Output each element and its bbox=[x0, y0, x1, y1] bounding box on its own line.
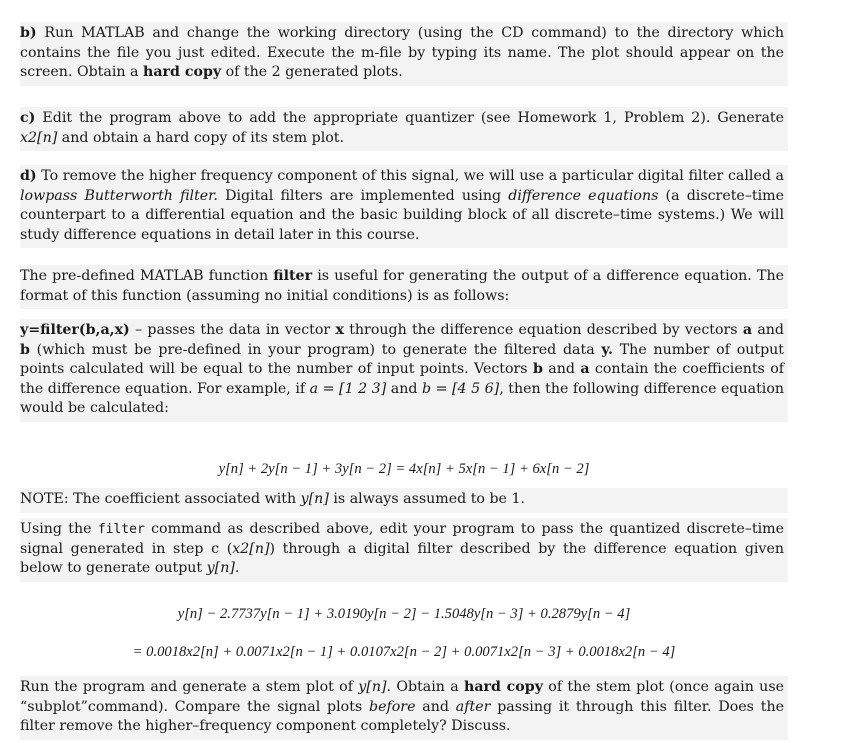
example-equation bbox=[20, 460, 788, 480]
part-b-label: b) bbox=[20, 25, 37, 41]
filter-equation-rhs bbox=[20, 643, 788, 663]
part-b-text-1: Run MATLAB and change the working directory (using the CD command) to the directory which contains the file you just edited. Execute the m-file by typing its name. The plot should appear on the screen. Obtain a bbox=[20, 25, 784, 81]
filter-text-2: is useful for generating the output of a difference equation. The format of this function (assuming no initial conditions) is as follows: bbox=[20, 268, 784, 304]
run-after: after bbox=[455, 698, 491, 715]
part-d-diff-eq: difference equations bbox=[508, 187, 659, 204]
filter-text-1: The pre-defined MATLAB function bbox=[20, 268, 269, 284]
syntax-a-assign: a = [1 2 3] bbox=[309, 380, 387, 397]
filter-equation-lhs-text: y[n] − 2.7737y[n − 1] + 3.0190y[n − 2] − 1.5048y[n − 3] + 0.2879y[n − 4] bbox=[177, 606, 631, 622]
part-d-lowpass: lowpass Butterworth filter. bbox=[20, 187, 218, 204]
part-c-text-1: Edit the program above to add the appropriate quantizer (see Homework 1, Problem 2). Generate bbox=[42, 110, 784, 126]
filter-equation-lhs bbox=[20, 605, 788, 625]
syntax-text-6: and bbox=[548, 361, 575, 378]
part-b-text-2: of the 2 generated plots. bbox=[225, 64, 403, 81]
part-d-text-1: To remove the higher frequency component of this signal, we will use a particular digital filter called a bbox=[41, 168, 784, 184]
syntax-call: y=filter(b,a,x) bbox=[20, 322, 130, 338]
part-d-text-3: (a discrete–time counterpart to a differential equation and the basic building block of all discrete–time systems.) We will study difference equations in detail later in this course. bbox=[20, 187, 784, 243]
note-text-2: is always assumed to be 1. bbox=[333, 491, 525, 507]
run-var: y[n] bbox=[358, 679, 387, 695]
run-text-1: Run the program and generate a stem plot of bbox=[20, 679, 353, 695]
syntax-text-5: The number of output points calculated will be equal to the number of input points. Vectors bbox=[20, 341, 785, 378]
syntax-b: b bbox=[20, 341, 30, 358]
using-paragraph bbox=[20, 518, 788, 582]
syntax-text-9: , then the following difference equation would be calculated: bbox=[20, 380, 784, 417]
using-out: y[n] bbox=[206, 560, 235, 577]
part-c-var: x2[n] bbox=[20, 129, 58, 146]
part-c-text-2: and obtain a hard copy of its stem plot. bbox=[61, 129, 344, 146]
syntax-y: y. bbox=[601, 341, 613, 358]
example-equation-text: y[n] + 2y[n − 1] + 3y[n − 2] = 4x[n] + 5x[n − 1] + 6x[n − 2] bbox=[218, 461, 590, 477]
using-text-4: . bbox=[234, 560, 240, 577]
filter-keyword: filter bbox=[273, 268, 313, 284]
using-text-3: ) through a digital filter described by the difference equation given below to generate output bbox=[20, 540, 784, 577]
part-c-label: c) bbox=[20, 110, 36, 126]
run-text-2: . Obtain a bbox=[386, 679, 459, 695]
run-paragraph bbox=[20, 676, 788, 740]
using-filter-cmd: filter bbox=[97, 522, 145, 537]
syntax-text-1: – passes the data in vector bbox=[135, 322, 331, 338]
part-d-paragraph bbox=[20, 165, 788, 248]
syntax-text-4: (which must be pre-defined in your program) to generate the filtered data bbox=[36, 341, 595, 358]
note-var: y[n] bbox=[300, 491, 329, 507]
using-text-1: Using the bbox=[20, 521, 92, 537]
run-text-5: passing it through this filter. Does the filter remove the higher–frequency component completely? Discuss. bbox=[20, 698, 784, 735]
filter-equation-rhs-text: = 0.0018x2[n] + 0.0071x2[n − 1] + 0.0107x2[n − 2] + 0.0071x2[n − 3] + 0.0018x2[n − 4] bbox=[132, 644, 676, 660]
syntax-text-2: through the difference equation described by vectors bbox=[349, 322, 738, 338]
using-var: x2[n] bbox=[232, 540, 270, 557]
run-text-3: of the stem plot (once again use “subplot”command). Compare the signal plots bbox=[20, 679, 784, 715]
run-before: before bbox=[369, 698, 416, 715]
syntax-a: a bbox=[742, 322, 753, 338]
part-c-paragraph bbox=[20, 107, 788, 151]
part-b-hard-copy: hard copy bbox=[143, 64, 222, 81]
syntax-b-assign: b = [4 5 6] bbox=[422, 380, 500, 397]
part-d-label: d) bbox=[20, 168, 37, 184]
syntax-text-3: and bbox=[757, 322, 785, 338]
syntax-text-7: contain the coefficients of the difference equation. For example, if bbox=[20, 361, 784, 397]
syntax-x: x bbox=[335, 322, 344, 338]
syntax-b2: b bbox=[532, 361, 543, 378]
syntax-a2: a bbox=[580, 361, 590, 378]
part-d-text-2: Digital filters are implemented using bbox=[225, 187, 502, 204]
syntax-text-8: and bbox=[390, 380, 418, 397]
filter-paragraph bbox=[20, 265, 788, 309]
using-text-2: command as described above, edit your program to pass the quantized discrete–time signal generated in step c ( bbox=[20, 521, 784, 557]
note-text-1: NOTE: The coefficient associated with bbox=[20, 491, 297, 507]
run-hard-copy: hard copy bbox=[464, 679, 543, 695]
syntax-paragraph bbox=[20, 319, 788, 422]
part-b-paragraph bbox=[20, 22, 788, 86]
note-paragraph bbox=[20, 488, 788, 513]
run-text-4: and bbox=[422, 698, 449, 715]
